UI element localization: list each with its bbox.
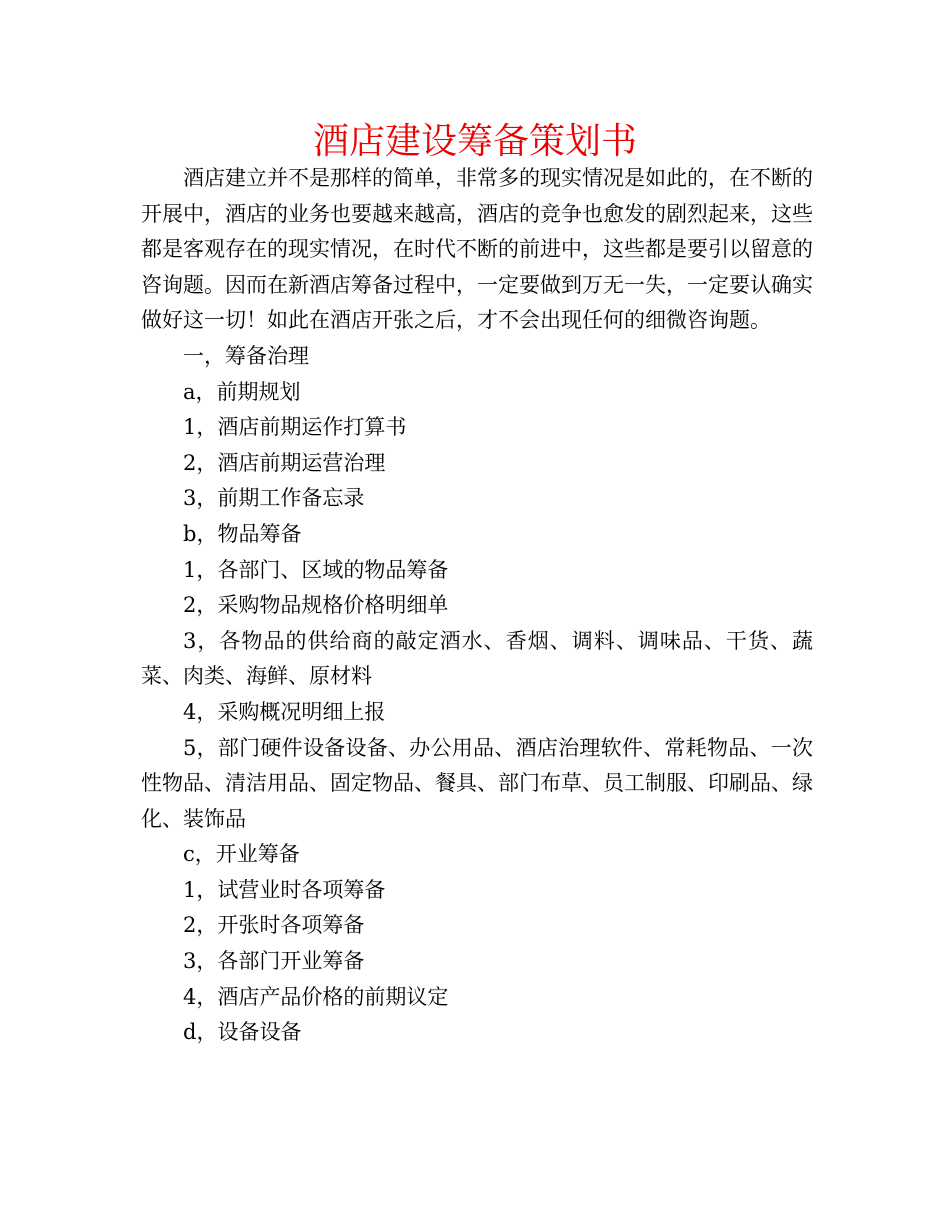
list-item: 4，采购概况明细上报 [183, 699, 386, 724]
list-item: 4，酒店产品价格的前期议定 [183, 984, 449, 1009]
subsection-heading: c，开业筹备 [183, 842, 300, 867]
subsection-heading: b，物品筹备 [183, 521, 302, 546]
list-item: 3，各部门开业筹备 [183, 949, 365, 974]
section-heading: 一，筹备治理 [183, 343, 309, 368]
list-item: 3，各物品的供给商的敲定酒水、香烟、调料、调味品、干货、蔬菜、肉类、海鲜、原材料 [141, 628, 813, 689]
intro-paragraph: 酒店建立并不是那样的简单，非常多的现实情况是如此的，在不断的开展中，酒店的业务也要越来越高，酒店的竞争也愈发的剧烈起来，这些都是客观存在的现实情况，在时代不断的前进中，这些都是要引以留意的咨询题。因而在新酒店筹备过程中，一定要做到万无一失，一定要认确实做好这一切！如此在酒店开张之后，才不会出现任何的细微咨询题。 [141, 166, 813, 333]
subsection-heading: a，前期规划 [183, 379, 301, 404]
list-item: 1，试营业时各项筹备 [183, 877, 386, 902]
document-body [141, 161, 813, 1051]
list-item: 1，酒店前期运作打算书 [183, 415, 407, 440]
list-item: 5，部门硬件设备设备、办公用品、酒店治理软件、常耗物品、一次性物品、清洁用品、固定物品、餐具、部门布草、员工制服、印刷品、绿化、装饰品 [141, 735, 813, 831]
document-title: 酒店建设筹备策划书 [312, 121, 637, 162]
list-item: 2，开张时各项筹备 [183, 913, 365, 938]
list-item: 1，各部门、区域的物品筹备 [183, 557, 449, 582]
list-item: 2，酒店前期运营治理 [183, 450, 386, 475]
list-item: 2，采购物品规格价格明细单 [183, 593, 449, 618]
list-item: 3，前期工作备忘录 [183, 486, 365, 511]
subsection-heading: d，设备设备 [183, 1020, 302, 1045]
